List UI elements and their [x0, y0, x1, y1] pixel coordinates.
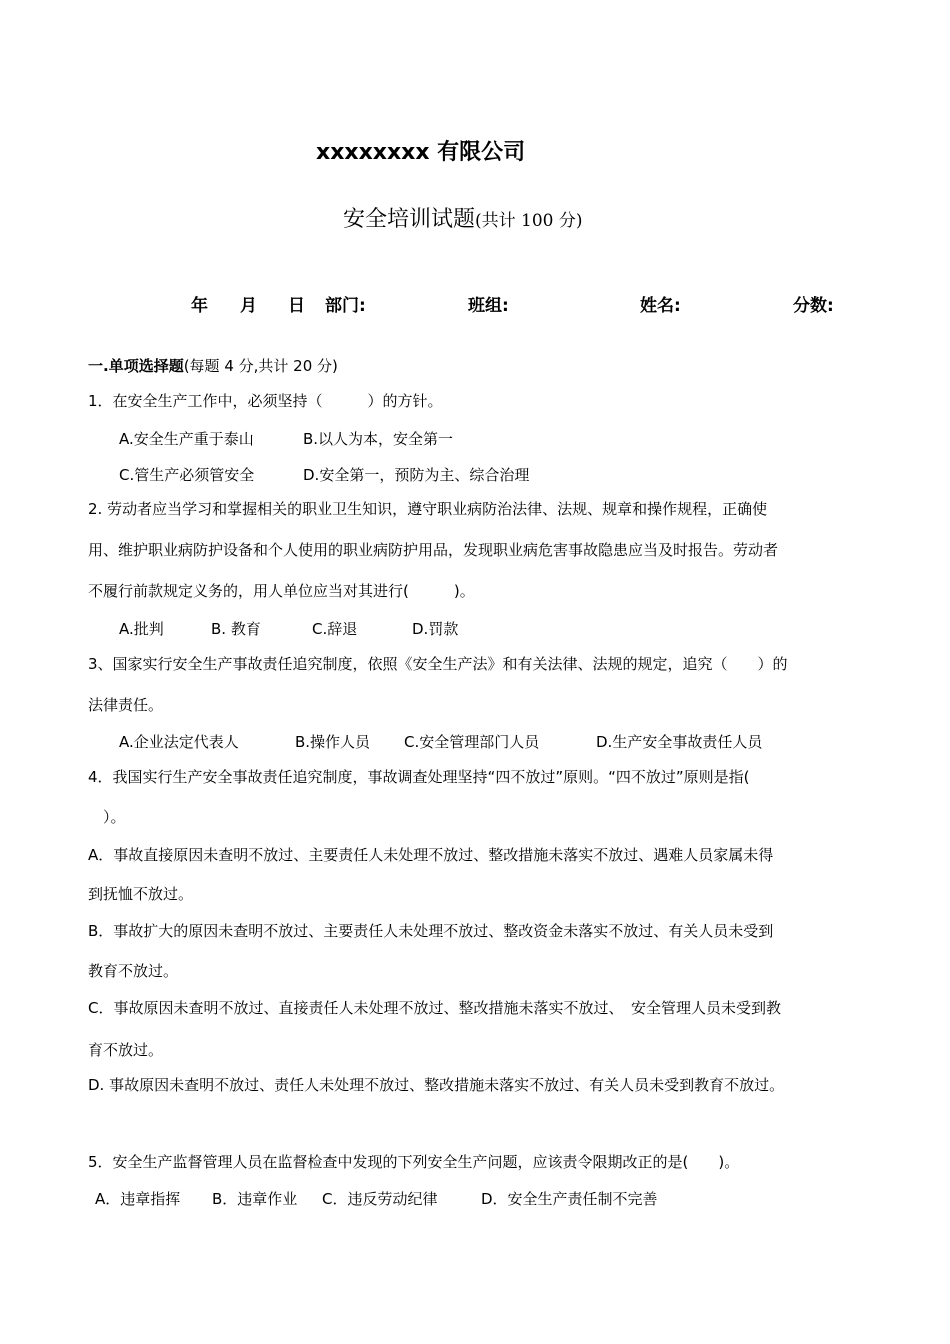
q2-option-b: B. 教育: [211, 620, 261, 638]
q4-option-c-line-2: 育不放过。: [88, 1041, 164, 1059]
q3-option-a: A.企业法定代表人: [119, 733, 239, 751]
info-year: 年: [191, 296, 208, 316]
info-month: 月: [240, 296, 257, 316]
section-heading: [88, 355, 338, 376]
q4-line-2: ）。: [88, 808, 126, 826]
q5-option-c: C．违反劳动纪律: [322, 1190, 438, 1208]
section-title: 一.单项选择题: [88, 357, 184, 375]
q3-line-1: 3、国家实行安全生产事故责任追究制度，依照《安全生产法》和有关法律、法规的规定，追究（ ）的: [88, 655, 788, 673]
exam-title-main: 安全培训试题: [343, 207, 476, 232]
q5-option-b: B．违章作业: [212, 1190, 298, 1208]
company-name: xxxxxxxx 有限公司: [316, 140, 526, 165]
q4-option-b-line-2: 教育不放过。: [88, 962, 179, 980]
q1-option-c: C.管生产必须管安全: [119, 466, 255, 484]
exam-title-note: (共计 100 分): [475, 211, 583, 231]
q4-line-1: 4．我国实行生产安全事故责任追究制度，事故调查处理坚持“四不放过”原则。“四不放过”原则是指(: [88, 768, 750, 786]
q1-option-d: D.安全第一，预防为主、综合治理: [303, 466, 530, 484]
info-name: 姓名:: [640, 296, 681, 316]
q3-option-c: C.安全管理部门人员: [404, 733, 540, 751]
q2-option-c: C.辞退: [312, 620, 358, 638]
q4-option-c-line-1: C．事故原因未查明不放过、直接责任人未处理不放过、整改措施未落实不放过、 安全管理人员未受到教: [88, 999, 781, 1017]
q2-line-1: 2. 劳动者应当学习和掌握相关的职业卫生知识，遵守职业病防治法律、法规、规章和操作规程，正确使: [88, 500, 768, 518]
q2-line-3: 不履行前款规定义务的，用人单位应当对其进行( )。: [88, 582, 475, 600]
section-note: (每题 4 分,共计 20 分): [183, 357, 338, 375]
q5-option-d: D．安全生产责任制不完善: [481, 1190, 658, 1208]
q2-option-a: A.批判: [119, 620, 164, 638]
q1-option-a: A.安全生产重于泰山: [119, 430, 254, 448]
q1-option-b: B.以人为本，安全第一: [303, 430, 454, 448]
info-team: 班组:: [468, 296, 509, 316]
info-department: 部门:: [325, 296, 366, 316]
q2-option-d: D.罚款: [412, 620, 459, 638]
q4-option-a-line-2: 到抚恤不放过。: [88, 885, 194, 903]
q5-option-a: A．违章指挥: [95, 1190, 181, 1208]
exam-title: [343, 202, 583, 233]
q3-line-2: 法律责任。: [88, 696, 164, 714]
q4-option-b-line-1: B．事故扩大的原因未查明不放过、主要责任人未处理不放过、整改资金未落实不放过、有关人员未受到: [88, 922, 774, 940]
q5-stem: 5．安全生产监督管理人员在监督检查中发现的下列安全生产问题，应该责令限期改正的是( )。: [88, 1153, 740, 1171]
q1-stem: 1．在安全生产工作中，必须坚持（ ）的方针。: [88, 392, 443, 410]
q2-line-2: 用、维护职业病防护设备和个人使用的职业病防护用品，发现职业病危害事故隐患应当及时报告。劳动者: [88, 541, 779, 559]
info-day: 日: [288, 296, 305, 316]
q4-option-a-line-1: A．事故直接原因未查明不放过、主要责任人未处理不放过、整改措施未落实不放过、遇难人员家属未得: [88, 846, 774, 864]
q3-option-d: D.生产安全事故责任人员: [596, 733, 763, 751]
q3-option-b: B.操作人员: [295, 733, 371, 751]
q4-option-d: D. 事故原因未查明不放过、责任人未处理不放过、整改措施未落实不放过、有关人员未受到教育不放过。: [88, 1076, 785, 1094]
info-score: 分数:: [793, 296, 834, 316]
